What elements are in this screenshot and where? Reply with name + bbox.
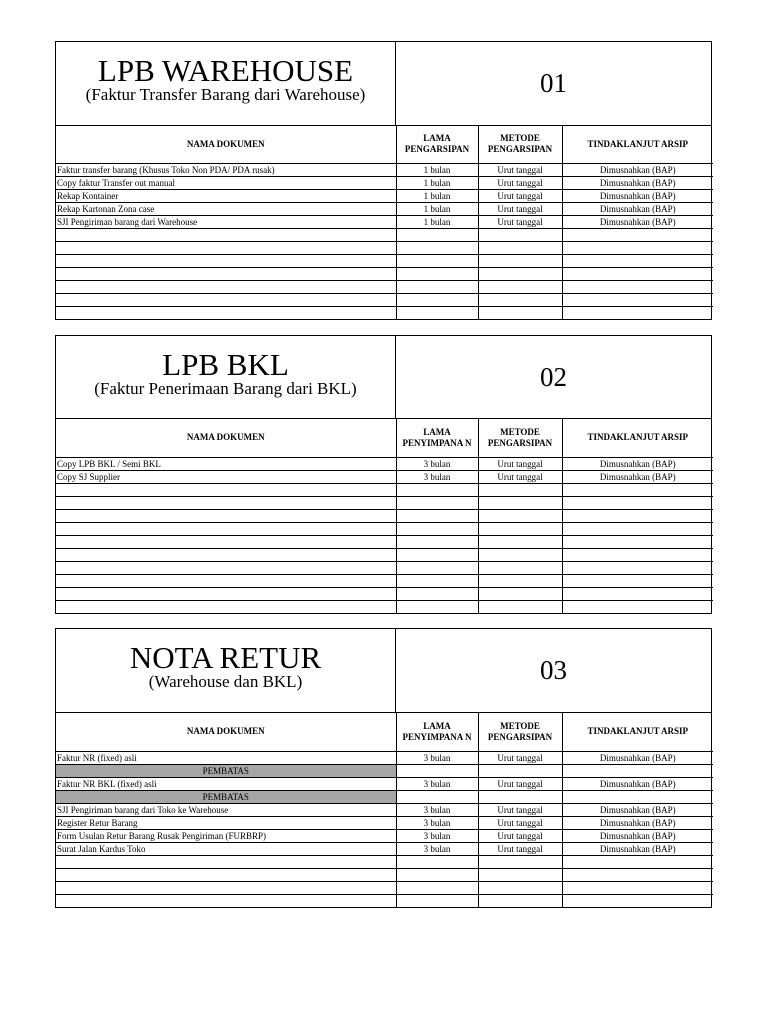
cell-metode: Urut tanggal [478,842,562,855]
cell-nama-dokumen [56,254,396,267]
cell-nama-dokumen: Surat Jalan Kardus Toko [56,842,396,855]
cell-nama-dokumen [56,868,396,881]
cell-tindaklanjut: Dimusnahkan (BAP) [562,163,713,176]
cell-lama [396,548,478,561]
cell-tindaklanjut: Dimusnahkan (BAP) [562,176,713,189]
cell-lama [396,868,478,881]
cell-metode: Urut tanggal [478,163,562,176]
table-row [56,496,713,509]
table-row [56,267,713,280]
cell-tindaklanjut [562,306,713,319]
table-row [56,509,713,522]
table-body [56,163,713,319]
cell-metode: Urut tanggal [478,202,562,215]
cell-tindaklanjut [562,522,713,535]
table-row [56,228,713,241]
cell-metode [478,574,562,587]
cell-metode [478,254,562,267]
cell-tindaklanjut [562,600,713,613]
section-title-cell [56,42,396,125]
cell-tindaklanjut [562,280,713,293]
section-lpb-bkl [55,335,712,614]
table-row [56,777,713,790]
table-row [56,280,713,293]
cell-metode: Urut tanggal [478,816,562,829]
cell-tindaklanjut [562,254,713,267]
section-code: 02 [540,361,567,392]
table-row [56,535,713,548]
cell-metode [478,509,562,522]
cell-lama [396,228,478,241]
cell-lama: 3 bulan [396,829,478,842]
table-row [56,215,713,228]
header-tindaklanjut: TINDAKLANJUT ARSIP [562,713,713,751]
cell-nama-dokumen [56,574,396,587]
cell-lama: 1 bulan [396,176,478,189]
table-row [56,855,713,868]
cell-lama [396,600,478,613]
cell-tindaklanjut [562,881,713,894]
cell-lama [396,522,478,535]
table-row [56,241,713,254]
cell-nama-dokumen: Faktur NR BKL (fixed) asli [56,777,396,790]
cell-lama [396,241,478,254]
cell-lama [396,509,478,522]
cell-tindaklanjut [562,548,713,561]
cell-metode [478,496,562,509]
cell-metode [478,241,562,254]
header-nama-dokumen: NAMA DOKUMEN [56,713,396,751]
section-code: 03 [540,655,567,685]
cell-tindaklanjut [562,293,713,306]
header-lama: LAMA PENGARSIPAN [396,126,478,163]
cell-metode [478,522,562,535]
cell-metode [478,306,562,319]
table-row [56,548,713,561]
header-tindaklanjut: TINDAKLANJUT ARSIP [562,126,713,163]
table-row [56,254,713,267]
table-row [56,483,713,496]
cell-lama: 1 bulan [396,215,478,228]
table-body [56,457,713,613]
section-header [56,629,711,713]
cell-lama [396,587,478,600]
table-row [56,600,713,613]
cell-metode [478,228,562,241]
cell-lama [396,535,478,548]
cell-metode [478,535,562,548]
cell-metode: Urut tanggal [478,189,562,202]
cell-lama: 3 bulan [396,470,478,483]
section-code: 01 [540,68,567,98]
section-title-cell [56,336,396,418]
separator-label: PEMBATAS [56,764,396,777]
cell-metode: Urut tanggal [478,176,562,189]
cell-lama: 3 bulan [396,842,478,855]
table-row [56,868,713,881]
cell-lama [396,574,478,587]
cell-nama-dokumen [56,228,396,241]
cell-tindaklanjut: Dimusnahkan (BAP) [562,457,713,470]
cell-metode: Urut tanggal [478,751,562,764]
header-lama: LAMA PENYIMPANA N [396,713,478,751]
cell-lama [396,496,478,509]
cell-nama-dokumen [56,522,396,535]
cell-nama-dokumen: Rekap Kartonan Zona case [56,202,396,215]
cell-lama: 3 bulan [396,803,478,816]
cell-lama: 1 bulan [396,202,478,215]
cell-tindaklanjut [562,894,713,907]
cell-nama-dokumen [56,881,396,894]
section-title: LPB WAREHOUSE [97,53,354,88]
empty-cell [562,790,713,803]
section-subtitle: (Faktur Transfer Barang dari Warehouse) [85,85,366,104]
section-subtitle: (Warehouse dan BKL) [148,672,303,691]
cell-nama-dokumen [56,894,396,907]
cell-metode [478,293,562,306]
table-row [56,829,713,842]
table-row [56,522,713,535]
separator-label: PEMBATAS [56,790,396,803]
cell-metode [478,548,562,561]
document-table [56,126,713,319]
cell-nama-dokumen: SJI Pengiriman barang dari Toko ke Warehouse [56,803,396,816]
cell-nama-dokumen [56,548,396,561]
empty-cell [396,764,478,777]
cell-tindaklanjut: Dimusnahkan (BAP) [562,189,713,202]
table-row [56,894,713,907]
cell-metode: Urut tanggal [478,470,562,483]
cell-tindaklanjut [562,868,713,881]
cell-tindaklanjut [562,267,713,280]
separator-row [56,790,713,803]
cell-metode: Urut tanggal [478,777,562,790]
section-header [56,42,711,126]
cell-nama-dokumen: Copy LPB BKL / Semi BKL [56,457,396,470]
cell-metode: Urut tanggal [478,803,562,816]
cell-metode: Urut tanggal [478,829,562,842]
section-title-cell [56,629,396,712]
document-table [56,713,713,907]
cell-lama: 3 bulan [396,777,478,790]
cell-nama-dokumen [56,267,396,280]
table-row [56,842,713,855]
section-lpb-warehouse [55,41,712,320]
cell-metode [478,483,562,496]
cell-nama-dokumen [56,241,396,254]
cell-lama [396,894,478,907]
section-title: NOTA RETUR [129,640,322,675]
cell-metode [478,881,562,894]
cell-metode: Urut tanggal [478,457,562,470]
cell-tindaklanjut [562,855,713,868]
cell-metode [478,894,562,907]
cell-nama-dokumen: SJI Pengiriman barang dari Warehouse [56,215,396,228]
cell-nama-dokumen: Rekap Kontainer [56,189,396,202]
cell-nama-dokumen [56,535,396,548]
cell-tindaklanjut [562,587,713,600]
cell-nama-dokumen [56,293,396,306]
cell-nama-dokumen [56,587,396,600]
cell-tindaklanjut [562,241,713,254]
cell-nama-dokumen [56,855,396,868]
cell-lama [396,483,478,496]
header-metode: METODE PENGARSIPAN [478,419,562,457]
empty-cell [562,764,713,777]
cell-tindaklanjut [562,496,713,509]
cell-lama [396,267,478,280]
table-row [56,561,713,574]
cell-lama: 3 bulan [396,751,478,764]
cell-nama-dokumen: Form Usulan Retur Barang Rusak Pengiriman (FURBRP) [56,829,396,842]
table-row [56,293,713,306]
cell-lama [396,293,478,306]
section-nota-retur [55,628,712,908]
cell-lama [396,306,478,319]
header-nama-dokumen: NAMA DOKUMEN [56,126,396,163]
empty-cell [396,790,478,803]
header-metode: METODE PENGARSIPAN [478,126,562,163]
section-subtitle: (Faktur Penerimaan Barang dari BKL) [94,379,357,398]
table-row [56,816,713,829]
cell-nama-dokumen: Register Retur Barang [56,816,396,829]
cell-tindaklanjut [562,535,713,548]
empty-cell [478,790,562,803]
table-row [56,574,713,587]
cell-nama-dokumen [56,509,396,522]
table-row [56,587,713,600]
cell-nama-dokumen [56,306,396,319]
cell-tindaklanjut: Dimusnahkan (BAP) [562,202,713,215]
cell-lama [396,561,478,574]
section-title: LPB BKL [162,347,289,382]
separator-row [56,764,713,777]
cell-tindaklanjut: Dimusnahkan (BAP) [562,803,713,816]
cell-lama [396,855,478,868]
cell-lama: 1 bulan [396,189,478,202]
cell-nama-dokumen: Copy faktur Transfer out manual [56,176,396,189]
cell-lama: 1 bulan [396,163,478,176]
header-tindaklanjut: TINDAKLANJUT ARSIP [562,419,713,457]
table-row [56,176,713,189]
cell-tindaklanjut: Dimusnahkan (BAP) [562,751,713,764]
cell-nama-dokumen [56,600,396,613]
table-row [56,202,713,215]
cell-tindaklanjut [562,483,713,496]
cell-tindaklanjut: Dimusnahkan (BAP) [562,842,713,855]
cell-lama: 3 bulan [396,816,478,829]
section-header [56,336,711,419]
cell-lama [396,280,478,293]
table-row [56,470,713,483]
cell-metode [478,280,562,293]
cell-lama [396,881,478,894]
header-metode: METODE PENGARSIPAN [478,713,562,751]
cell-metode [478,561,562,574]
table-body [56,751,713,907]
header-lama: LAMA PENYIMPANA N [396,419,478,457]
table-row [56,803,713,816]
cell-metode: Urut tanggal [478,215,562,228]
cell-nama-dokumen: Copy SJ Supplier [56,470,396,483]
cell-nama-dokumen: Faktur NR (fixed) asli [56,751,396,764]
cell-tindaklanjut: Dimusnahkan (BAP) [562,215,713,228]
cell-nama-dokumen: Faktur transfer barang (Khusus Toko Non PDA/ PDA rusak) [56,163,396,176]
table-row [56,163,713,176]
table-row [56,457,713,470]
header-nama-dokumen: NAMA DOKUMEN [56,419,396,457]
cell-metode [478,587,562,600]
table-row [56,306,713,319]
cell-nama-dokumen [56,561,396,574]
cell-lama [396,254,478,267]
cell-tindaklanjut [562,509,713,522]
document-table [56,419,713,613]
cell-tindaklanjut: Dimusnahkan (BAP) [562,777,713,790]
cell-tindaklanjut: Dimusnahkan (BAP) [562,829,713,842]
cell-tindaklanjut [562,574,713,587]
empty-cell [478,764,562,777]
table-row [56,751,713,764]
cell-nama-dokumen [56,280,396,293]
cell-metode [478,600,562,613]
table-row [56,189,713,202]
table-row [56,881,713,894]
cell-tindaklanjut [562,228,713,241]
cell-metode [478,868,562,881]
cell-metode [478,267,562,280]
cell-metode [478,855,562,868]
cell-tindaklanjut: Dimusnahkan (BAP) [562,470,713,483]
cell-lama: 3 bulan [396,457,478,470]
cell-tindaklanjut: Dimusnahkan (BAP) [562,816,713,829]
cell-nama-dokumen [56,496,396,509]
cell-nama-dokumen [56,483,396,496]
cell-tindaklanjut [562,561,713,574]
